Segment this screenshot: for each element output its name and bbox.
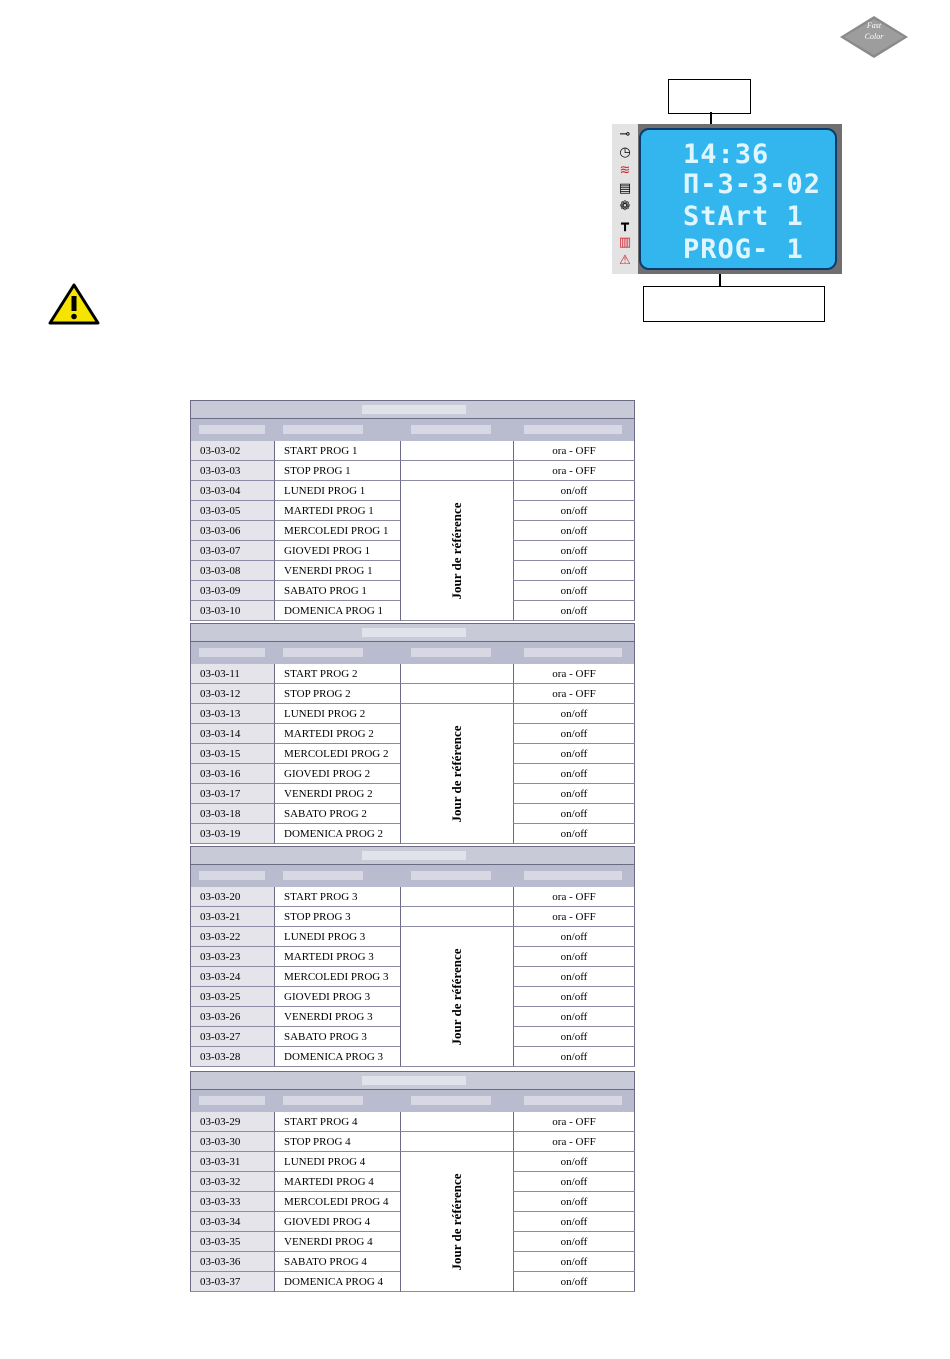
parameter-code: 03-03-23: [190, 947, 274, 967]
table-row: [190, 461, 635, 481]
parameter-value: on/off: [513, 704, 635, 724]
parameter-label: DOMENICA PROG 2: [274, 824, 400, 844]
parameter-value: ora - OFF: [513, 461, 635, 481]
parameter-label: GIOVEDI PROG 4: [274, 1212, 400, 1232]
table-header: [190, 1071, 635, 1090]
table-header-bar: [362, 405, 466, 414]
table-row: [190, 664, 635, 684]
parameter-label: DOMENICA PROG 1: [274, 601, 400, 621]
empty-cell: [400, 887, 513, 907]
parameter-value: on/off: [513, 481, 635, 501]
empty-cell: [400, 907, 513, 927]
parameter-label: VENERDI PROG 2: [274, 784, 400, 804]
table-header: [190, 623, 635, 642]
parameter-value: on/off: [513, 1152, 635, 1172]
parameter-label: MARTEDI PROG 3: [274, 947, 400, 967]
parameter-label: STOP PROG 4: [274, 1132, 400, 1152]
subheader-segment: [524, 648, 622, 657]
subheader-segment: [411, 1096, 491, 1105]
lcd-time: 14:36: [683, 139, 770, 170]
parameter-label: MARTEDI PROG 1: [274, 501, 400, 521]
parameter-value: on/off: [513, 784, 635, 804]
parameter-value: on/off: [513, 804, 635, 824]
radiator-icon: ▥: [618, 235, 632, 250]
parameter-label: SABATO PROG 1: [274, 581, 400, 601]
parameter-code: 03-03-34: [190, 1212, 274, 1232]
parameter-value: on/off: [513, 947, 635, 967]
callout-box-bottom: [643, 286, 825, 322]
parameter-code: 03-03-02: [190, 441, 274, 461]
parameter-label: LUNEDI PROG 4: [274, 1152, 400, 1172]
parameter-label: START PROG 2: [274, 664, 400, 684]
parameter-code: 03-03-04: [190, 481, 274, 501]
table-subheader: [190, 1090, 635, 1112]
logo-line-2: Color: [864, 32, 884, 41]
tap-icon: ┳: [621, 217, 629, 232]
parameter-value: on/off: [513, 967, 635, 987]
table-header: [190, 846, 635, 865]
reference-day-label: Jour de référence: [449, 1173, 464, 1270]
parameter-code: 03-03-05: [190, 501, 274, 521]
parameter-code: 03-03-27: [190, 1027, 274, 1047]
subheader-segment: [411, 425, 491, 434]
parameter-code: 03-03-20: [190, 887, 274, 907]
warning-icon: ⚠: [619, 253, 631, 268]
logo-text: [838, 20, 910, 42]
subheader-segment: [199, 648, 265, 657]
table-header-bar: [362, 1076, 466, 1085]
parameter-label: MERCOLEDI PROG 3: [274, 967, 400, 987]
parameter-code: 03-03-28: [190, 1047, 274, 1067]
parameter-code: 03-03-36: [190, 1252, 274, 1272]
parameter-code: 03-03-03: [190, 461, 274, 481]
table-row: [190, 1132, 635, 1152]
program-table-2: [190, 623, 635, 844]
parameter-value: on/off: [513, 1047, 635, 1067]
callout-box-top: [668, 79, 751, 114]
table-row: [190, 907, 635, 927]
logo-line-1: Fast: [866, 21, 882, 30]
subheader-segment: [524, 425, 622, 434]
parameter-value: on/off: [513, 1272, 635, 1292]
table-row: [190, 1112, 635, 1132]
parameter-label: LUNEDI PROG 2: [274, 704, 400, 724]
heater-icon: ≋: [619, 163, 631, 178]
lcd-mode: StArt 1: [683, 201, 804, 232]
parameter-value: on/off: [513, 581, 635, 601]
parameter-value: on/off: [513, 744, 635, 764]
table-subheader: [190, 642, 635, 664]
parameter-value: ora - OFF: [513, 664, 635, 684]
lcd-prog: PROG- 1: [683, 234, 804, 265]
parameter-label: LUNEDI PROG 3: [274, 927, 400, 947]
empty-cell: [400, 1112, 513, 1132]
parameter-code: 03-03-35: [190, 1232, 274, 1252]
parameter-code: 03-03-15: [190, 744, 274, 764]
parameter-value: on/off: [513, 541, 635, 561]
empty-cell: [400, 664, 513, 684]
parameter-value: on/off: [513, 724, 635, 744]
parameter-code: 03-03-31: [190, 1152, 274, 1172]
reference-day-cell: [400, 704, 513, 844]
reference-day-cell: [400, 1152, 513, 1292]
parameter-code: 03-03-25: [190, 987, 274, 1007]
parameter-label: SABATO PROG 4: [274, 1252, 400, 1272]
empty-cell: [400, 461, 513, 481]
parameter-value: ora - OFF: [513, 441, 635, 461]
parameter-code: 03-03-13: [190, 704, 274, 724]
reference-day-cell: [400, 481, 513, 621]
subheader-segment: [524, 1096, 622, 1105]
parameter-value: on/off: [513, 824, 635, 844]
parameter-label: STOP PROG 2: [274, 684, 400, 704]
fan-icon: ❁: [619, 199, 631, 214]
reference-day-label: Jour de référence: [449, 725, 464, 822]
reference-day-label: Jour de référence: [449, 502, 464, 599]
parameter-value: ora - OFF: [513, 887, 635, 907]
parameter-label: START PROG 4: [274, 1112, 400, 1132]
parameter-value: on/off: [513, 1027, 635, 1047]
parameter-value: on/off: [513, 1172, 635, 1192]
empty-cell: [400, 1132, 513, 1152]
parameter-label: STOP PROG 1: [274, 461, 400, 481]
table-row: [190, 684, 635, 704]
parameter-value: on/off: [513, 561, 635, 581]
parameter-value: on/off: [513, 1232, 635, 1252]
parameter-value: on/off: [513, 1192, 635, 1212]
parameter-value: on/off: [513, 1007, 635, 1027]
subheader-segment: [199, 425, 265, 434]
parameter-code: 03-03-37: [190, 1272, 274, 1292]
parameter-label: MERCOLEDI PROG 2: [274, 744, 400, 764]
program-table-4: [190, 1071, 635, 1292]
parameter-label: DOMENICA PROG 4: [274, 1272, 400, 1292]
parameter-code: 03-03-14: [190, 724, 274, 744]
parameter-label: START PROG 1: [274, 441, 400, 461]
subheader-segment: [411, 871, 491, 880]
pellet-icon: ▤: [618, 181, 632, 196]
reference-day-cell: [400, 927, 513, 1067]
table-header-bar: [362, 851, 466, 860]
parameter-label: VENERDI PROG 1: [274, 561, 400, 581]
program-table-3: [190, 846, 635, 1067]
parameter-value: ora - OFF: [513, 1132, 635, 1152]
subheader-segment: [524, 871, 622, 880]
parameter-label: DOMENICA PROG 3: [274, 1047, 400, 1067]
reference-day-label: Jour de référence: [449, 948, 464, 1045]
parameter-code: 03-03-06: [190, 521, 274, 541]
parameter-code: 03-03-24: [190, 967, 274, 987]
parameter-label: MARTEDI PROG 4: [274, 1172, 400, 1192]
parameter-value: on/off: [513, 987, 635, 1007]
parameter-value: on/off: [513, 1252, 635, 1272]
parameter-code: 03-03-16: [190, 764, 274, 784]
parameter-label: SABATO PROG 3: [274, 1027, 400, 1047]
subheader-segment: [199, 1096, 265, 1105]
parameter-code: 03-03-22: [190, 927, 274, 947]
parameter-value: on/off: [513, 501, 635, 521]
parameter-value: on/off: [513, 1212, 635, 1232]
parameter-code: 03-03-33: [190, 1192, 274, 1212]
parameter-label: START PROG 3: [274, 887, 400, 907]
parameter-value: ora - OFF: [513, 907, 635, 927]
parameter-label: STOP PROG 3: [274, 907, 400, 927]
parameter-code: 03-03-10: [190, 601, 274, 621]
subheader-segment: [283, 648, 363, 657]
parameter-label: VENERDI PROG 4: [274, 1232, 400, 1252]
parameter-label: GIOVEDI PROG 1: [274, 541, 400, 561]
parameter-value: on/off: [513, 764, 635, 784]
parameter-code: 03-03-19: [190, 824, 274, 844]
subheader-segment: [283, 425, 363, 434]
parameter-code: 03-03-18: [190, 804, 274, 824]
parameter-label: MERCOLEDI PROG 1: [274, 521, 400, 541]
parameter-code: 03-03-30: [190, 1132, 274, 1152]
parameter-code: 03-03-21: [190, 907, 274, 927]
parameter-label: GIOVEDI PROG 3: [274, 987, 400, 1007]
parameter-code: 03-03-07: [190, 541, 274, 561]
parameter-code: 03-03-17: [190, 784, 274, 804]
table-row: [190, 441, 635, 461]
parameter-label: LUNEDI PROG 1: [274, 481, 400, 501]
parameter-value: on/off: [513, 927, 635, 947]
parameter-label: GIOVEDI PROG 2: [274, 764, 400, 784]
empty-cell: [400, 441, 513, 461]
parameter-value: ora - OFF: [513, 1112, 635, 1132]
parameter-value: ora - OFF: [513, 684, 635, 704]
table-subheader: [190, 419, 635, 441]
empty-cell: [400, 684, 513, 704]
lcd-date: П-3-3-02: [683, 169, 822, 200]
parameter-code: 03-03-26: [190, 1007, 274, 1027]
switch-icon: ⊸: [619, 127, 631, 142]
parameter-code: 03-03-08: [190, 561, 274, 581]
parameter-label: VENERDI PROG 3: [274, 1007, 400, 1027]
parameter-label: MARTEDI PROG 2: [274, 724, 400, 744]
parameter-label: MERCOLEDI PROG 4: [274, 1192, 400, 1212]
table-row: [190, 887, 635, 907]
parameter-code: 03-03-29: [190, 1112, 274, 1132]
parameter-code: 03-03-12: [190, 684, 274, 704]
parameter-code: 03-03-32: [190, 1172, 274, 1192]
subheader-segment: [283, 1096, 363, 1105]
table-subheader: [190, 865, 635, 887]
subheader-segment: [283, 871, 363, 880]
parameter-code: 03-03-11: [190, 664, 274, 684]
table-header: [190, 400, 635, 419]
status-icon-strip: [612, 124, 638, 274]
subheader-segment: [199, 871, 265, 880]
parameter-value: on/off: [513, 601, 635, 621]
subheader-segment: [411, 648, 491, 657]
clock-icon: ◷: [619, 145, 631, 160]
parameter-value: on/off: [513, 521, 635, 541]
parameter-label: SABATO PROG 2: [274, 804, 400, 824]
warning-triangle-icon: [48, 282, 100, 326]
program-table-1: [190, 400, 635, 621]
parameter-code: 03-03-09: [190, 581, 274, 601]
table-header-bar: [362, 628, 466, 637]
